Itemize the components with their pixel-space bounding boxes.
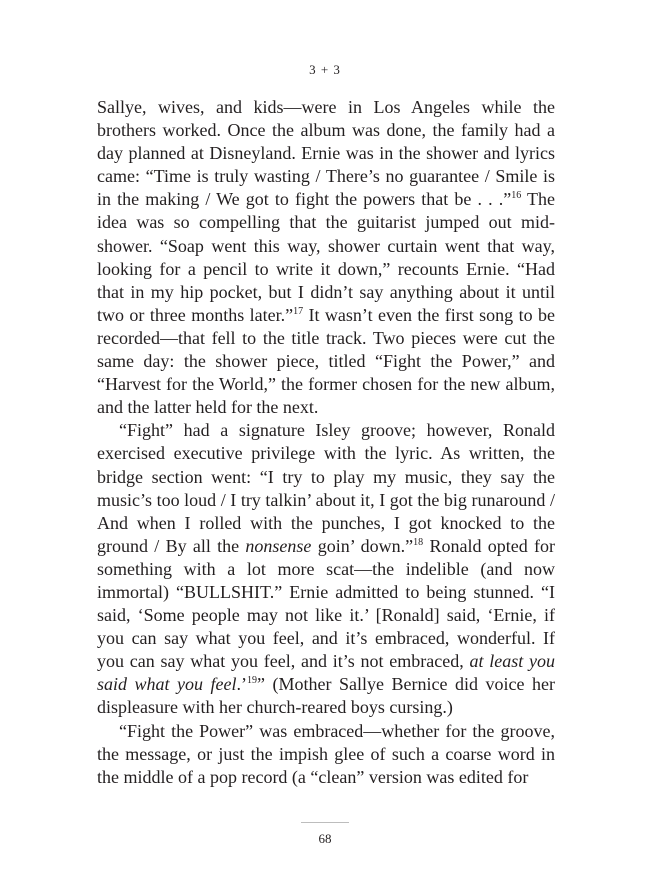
paragraph-3 (97, 720, 555, 789)
text-run: Ronald opted for something with a lot more scat—the indelible (and now immortal) “BULLSHIT.” Ernie admitted to being stunned. “I said, ‘Some people may not like it.’ [Ronald] said, ‘Ernie, if you can say what you feel, and it’s embraced, wonderful. If you can say what you feel, and it’s not embraced, (97, 535, 555, 672)
page-number: 68 (318, 831, 332, 846)
footnote-ref-18[interactable]: 18 (413, 536, 424, 548)
text-run: Sallye, wives, and kids—were in Los Angeles while the brothers worked. Once the album was done, the family had a day planned at Disneyland. Ernie was in the shower and lyrics came: “Time is truly wasting / There’s no guarantee / Smile is in the making / We got to fight the powers that be . . .” (97, 97, 555, 210)
paragraph-2 (97, 419, 555, 719)
text-run: “Fight” had a signature Isley groove; however, Ronald exercised executive privilege with the lyric. As written, the bridge section went: “I try to play my music, they say the music’s too loud / I try talkin’ about it, I got the big runaround / And when I rolled with the punches, I got knocked to the ground / By all the (97, 420, 555, 556)
paragraph-1 (97, 96, 555, 419)
italic-run: nonsense (245, 535, 312, 556)
body-text (97, 96, 555, 789)
folio-rule (301, 822, 349, 823)
footnote-ref-17[interactable]: 17 (293, 305, 304, 317)
text-run: It wasn’t even the first song to be recorded—that fell to the title track. Two pieces were cut the same day: the shower piece, titled “Fight the Power,” and “Harvest for the World,” the former chosen for the new album, and the latter held for the next. (97, 304, 555, 418)
text-run: goin’ down.” (311, 535, 414, 556)
text-run: .’ (236, 674, 248, 695)
italic-run: at least you said what you feel (97, 651, 555, 695)
footnote-ref-19[interactable]: 19 (247, 675, 258, 687)
text-run: “Fight the Power” was embraced—whether for the groove, the message, or just the impish glee of such a coarse word in the middle of a pop record (a “clean” version was edited for (97, 720, 555, 787)
running-head: 3 + 3 (309, 62, 341, 77)
text-run: ” (Mother Sallye Bernice did voice her displeasure with her church-reared boys cursing.) (97, 674, 556, 718)
text-run: The idea was so compelling that the guitarist jumped out mid-shower. “Soap went this way, shower curtain went that way, looking for a pencil to write it down,” recounts Ernie. “Had that in my hip pocket, but I didn’t say anything about it until two or three months later.” (97, 189, 555, 325)
footnote-ref-16[interactable]: 16 (511, 190, 522, 202)
